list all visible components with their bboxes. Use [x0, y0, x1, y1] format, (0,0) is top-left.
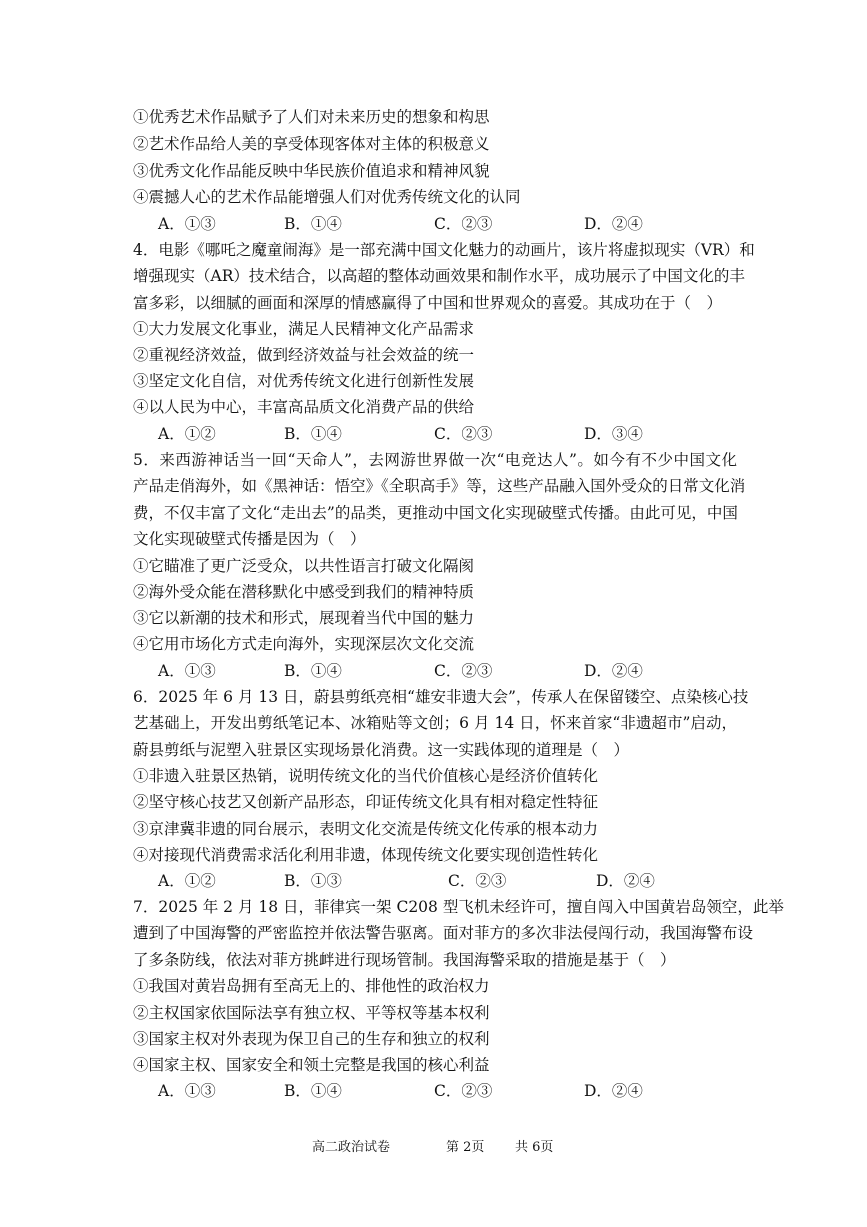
q3-item-3: ③优秀文化作品能反映中华民族价值追求和精神风貌	[133, 162, 490, 180]
q3-option-d[interactable]: D．②④	[584, 215, 643, 233]
q5-item-1: ①它瞄准了更广泛受众，以共性语言打破文化隔阂	[133, 557, 475, 575]
page-footer	[0, 1138, 867, 1158]
q4-options	[158, 421, 737, 447]
q6-stem-line-3: 蔚县剪纸与泥塑入驻景区实现场景化消费。这一实践体现的道理是（ ）	[133, 741, 630, 759]
q7-stem-line-3: 了多条防线，依法对菲方挑衅进行现场管制。我国海警采取的措施是基于（ ）	[133, 951, 676, 969]
q5-option-a[interactable]: A．①③	[158, 662, 216, 680]
footer-total-pages: 共 6页	[515, 1140, 554, 1155]
q4-stem-line-1: 4．电影《哪吒之魔童闹海》是一部充满中国文化魅力的动画片，该片将虚拟现实（VR）和	[133, 241, 755, 259]
q3-item-1: ①优秀艺术作品赋予了人们对未来历史的想象和构思	[133, 108, 490, 126]
q6-options	[158, 868, 737, 894]
q5-stem-line-4: 文化实现破壁式传播是因为（ ）	[133, 530, 366, 548]
q6-item-2: ②坚守核心技艺又创新产品形态，印证传统文化具有相对稳定性特征	[133, 793, 599, 811]
footer-subject: 高二政治试卷	[312, 1140, 391, 1155]
q7-item-3: ③国家主权对外表现为保卫自己的生存和独立的权利	[133, 1030, 490, 1048]
q3-options	[158, 211, 737, 237]
q5-options	[158, 658, 737, 684]
q4-item-1: ①大力发展文化事业，满足人民精神文化产品需求	[133, 320, 475, 338]
q4-option-d[interactable]: D．③④	[584, 425, 643, 443]
q6-option-c[interactable]: C．②③	[448, 872, 507, 890]
q7-item-2: ②主权国家依国际法享有独立权、平等权等基本权利	[133, 1004, 490, 1022]
q5-option-b[interactable]: B．①④	[284, 662, 342, 680]
q4-stem-line-3: 富多彩，以细腻的画面和深厚的情感赢得了中国和世界观众的喜爱。其成功在于（ ）	[133, 294, 723, 312]
q3-item-2: ②艺术作品给人美的享受体现客体对主体的积极意义	[133, 135, 490, 153]
q6-stem-line-2: 艺基础上，开发出剪纸笔记本、冰箱贴等文创；6 月 14 日，怀来首家“非遗超市”启动，	[133, 714, 737, 732]
q7-option-c[interactable]: C．②③	[434, 1082, 493, 1100]
footer-page-number: 第 2页	[446, 1140, 485, 1155]
q6-option-d[interactable]: D．②④	[596, 872, 655, 890]
q7-item-4: ④国家主权、国家安全和领土完整是我国的核心利益	[133, 1056, 490, 1074]
q4-stem-line-2: 增强现实（AR）技术结合，以高超的整体动画效果和制作水平，成功展示了中国文化的丰	[133, 267, 745, 285]
q3-option-a[interactable]: A．①③	[158, 215, 216, 233]
q6-stem-line-1: 6．2025 年 6 月 13 日，蔚县剪纸亮相“雄安非遗大会”，传承人在保留镂空、点染核心技	[133, 688, 749, 706]
q6-item-4: ④对接现代消费需求活化利用非遗，体现传统文化要实现创造性转化	[133, 846, 599, 864]
q4-item-3: ③坚定文化自信，对优秀传统文化进行创新性发展	[133, 372, 475, 390]
q5-option-c[interactable]: C．②③	[434, 662, 493, 680]
q6-option-b[interactable]: B．①③	[284, 872, 342, 890]
q5-item-3: ③它以新潮的技术和形式，展现着当代中国的魅力	[133, 609, 475, 627]
q7-option-d[interactable]: D．②④	[584, 1082, 643, 1100]
q6-option-a[interactable]: A．①②	[158, 872, 216, 890]
q7-option-b[interactable]: B．①④	[284, 1082, 342, 1100]
q5-stem-line-3: 费，不仅丰富了文化“走出去”的品类，更推动中国文化实现破壁式传播。由此可见，中国	[133, 504, 738, 522]
q5-option-d[interactable]: D．②④	[584, 662, 643, 680]
q6-item-1: ①非遗入驻景区热销，说明传统文化的当代价值核心是经济价值转化	[133, 767, 599, 785]
q4-option-a[interactable]: A．①②	[158, 425, 216, 443]
q3-item-4: ④震撼人心的艺术作品能增强人们对优秀传统文化的认同	[133, 188, 521, 206]
q7-item-1: ①我国对黄岩岛拥有至高无上的、排他性的政治权力	[133, 977, 490, 995]
q6-item-3: ③京津冀非遗的同台展示，表明文化交流是传统文化传承的根本动力	[133, 820, 599, 838]
q7-option-a[interactable]: A．①③	[158, 1082, 216, 1100]
q5-stem-line-1: 5．来西游神话当一回“天命人”，去网游世界做一次“电竞达人”。如今有不少中国文化	[133, 451, 737, 469]
q3-option-b[interactable]: B．①④	[284, 215, 342, 233]
q7-options	[158, 1078, 737, 1104]
q7-stem-line-2: 遭到了中国海警的严密监控并依法警告驱离。面对菲方的多次非法侵闯行动，我国海警布设	[133, 924, 754, 942]
q4-option-c[interactable]: C．②③	[434, 425, 493, 443]
q5-item-2: ②海外受众能在潜移默化中感受到我们的精神特质	[133, 583, 475, 601]
q7-stem-line-1: 7．2025 年 2 月 18 日，菲律宾一架 C208 型飞机未经许可，擅自闯入中国黄岩岛领空，此举	[133, 898, 784, 916]
q3-option-c[interactable]: C．②③	[434, 215, 493, 233]
q5-item-4: ④它用市场化方式走向海外，实现深层次文化交流	[133, 635, 475, 653]
q4-option-b[interactable]: B．①④	[284, 425, 342, 443]
q4-item-2: ②重视经济效益，做到经济效益与社会效益的统一	[133, 346, 475, 364]
q5-stem-line-2: 产品走俏海外，如《黑神话：悟空》《全职高手》等，这些产品融入国外受众的日常文化消	[133, 477, 746, 495]
q4-item-4: ④以人民为中心，丰富高品质文化消费产品的供给	[133, 398, 475, 416]
